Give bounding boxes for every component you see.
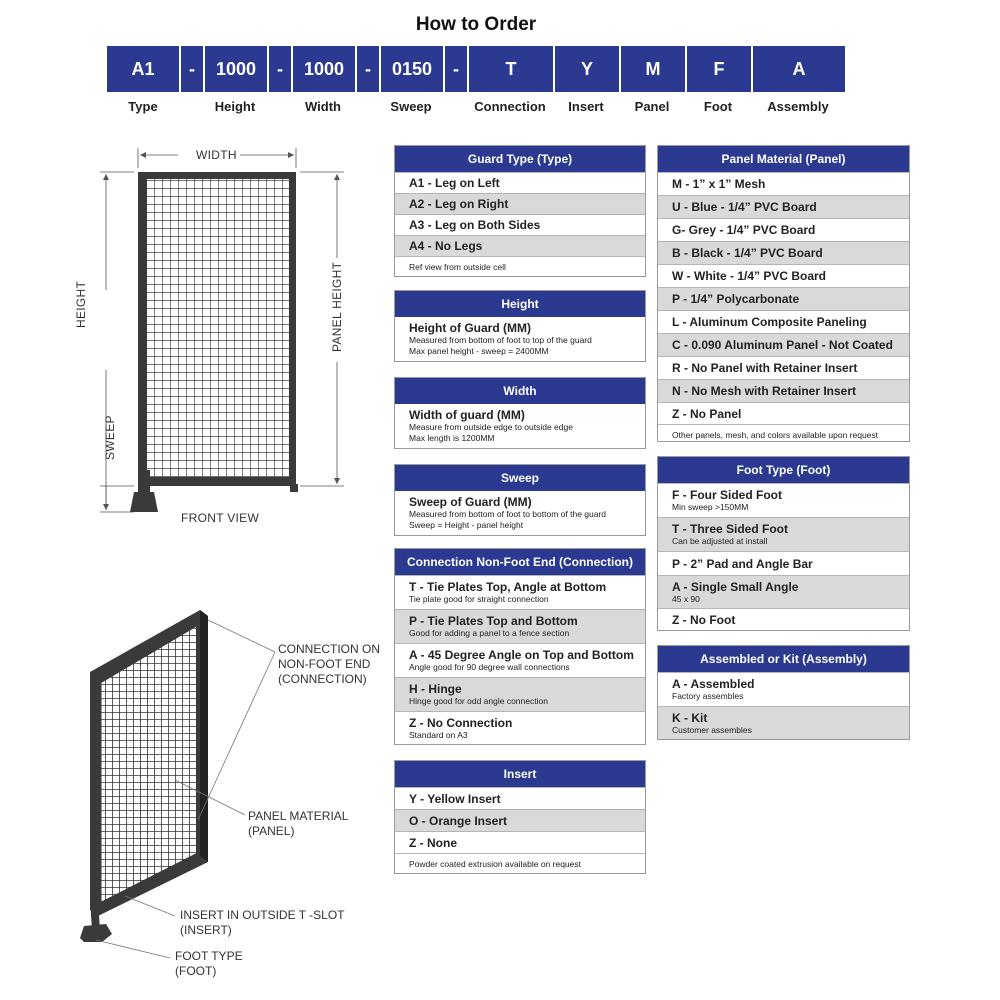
label-type: Type bbox=[128, 99, 158, 114]
connection-table bbox=[394, 548, 646, 745]
list-item: W - White - 1/4” PVC Board bbox=[658, 264, 909, 287]
width-label: WIDTH bbox=[196, 148, 237, 162]
list-item: Z - No Connection Standard on A3 bbox=[395, 711, 645, 744]
assembly-table bbox=[657, 645, 910, 740]
list-item: Height of Guard (MM) Measured from bottom of foot to top of the guard Max panel height - sweep = 2400MM bbox=[409, 321, 592, 356]
front-view-drawing bbox=[90, 140, 350, 540]
list-item: T - Tie Plates Top, Angle at Bottom Tie plate good for straight connection bbox=[395, 575, 645, 609]
list-item: B - Black - 1/4” PVC Board bbox=[658, 241, 909, 264]
list-item: G- Grey - 1/4” PVC Board bbox=[658, 218, 909, 241]
list-item: N - No Mesh with Retainer Insert bbox=[658, 379, 909, 402]
panel-material-table bbox=[657, 145, 910, 442]
list-item: Z - None bbox=[395, 831, 645, 853]
code-foot: F bbox=[685, 46, 751, 92]
width-header: Width bbox=[395, 378, 645, 404]
code-assembly: A bbox=[751, 46, 845, 92]
panel-material-callout: PANEL MATERIAL (PANEL) bbox=[248, 809, 349, 838]
code-type: A1 bbox=[131, 59, 155, 79]
list-item: A - Assembled Factory assembles bbox=[658, 672, 909, 706]
label-width: Width bbox=[305, 99, 341, 114]
list-item: Y - Yellow Insert bbox=[395, 787, 645, 809]
assembly-header: Assembled or Kit (Assembly) bbox=[658, 646, 909, 672]
code-connection: T bbox=[467, 46, 553, 92]
code-separator: - bbox=[355, 46, 379, 92]
list-item: H - Hinge Hinge good for odd angle connection bbox=[395, 677, 645, 711]
code-separator: - bbox=[179, 46, 203, 92]
list-item: T - Three Sided Foot Can be adjusted at install bbox=[658, 517, 909, 551]
label-height: Height bbox=[214, 99, 256, 114]
code-panel: M bbox=[619, 46, 685, 92]
width-table bbox=[394, 377, 646, 449]
height-table bbox=[394, 290, 646, 362]
front-view-caption: FRONT VIEW bbox=[181, 511, 260, 525]
code-width: 1000 bbox=[291, 46, 355, 92]
foot-type-callout: FOOT TYPE (FOOT) bbox=[175, 949, 243, 978]
foot-type-header: Foot Type (Foot) bbox=[658, 457, 909, 483]
code-separator: - bbox=[443, 46, 467, 92]
label-sweep: Sweep bbox=[390, 99, 432, 114]
sweep-header: Sweep bbox=[395, 465, 645, 491]
list-item: Width of guard (MM) Measure from outside edge to outside edge Max length is 1200MM bbox=[409, 408, 573, 443]
code-insert: Y bbox=[553, 46, 619, 92]
list-item: Z - No Foot bbox=[658, 608, 909, 630]
list-item: A4 - No Legs bbox=[395, 235, 645, 256]
label-insert: Insert bbox=[568, 99, 604, 114]
panel-height-label: PANEL HEIGHT bbox=[330, 261, 344, 352]
height-label: HEIGHT bbox=[74, 280, 88, 328]
list-item: F - Four Sided Foot Min sweep >150MM bbox=[658, 483, 909, 517]
connection-callout: CONNECTION ON NON-FOOT END (CONNECTION) bbox=[278, 642, 380, 686]
foot-type-table bbox=[657, 456, 910, 631]
height-header: Height bbox=[395, 291, 645, 317]
panel-material-header: Panel Material (Panel) bbox=[658, 146, 909, 172]
code-sweep: 0150 bbox=[379, 46, 443, 92]
insert-callout: INSERT IN OUTSIDE T -SLOT (INSERT) bbox=[180, 908, 345, 937]
code-separator: - bbox=[267, 46, 291, 92]
guard-type-header: Guard Type (Type) bbox=[395, 146, 645, 172]
table-note: Ref view from outside cell bbox=[395, 256, 645, 276]
list-item: A2 - Leg on Right bbox=[395, 193, 645, 214]
list-item: P - Tie Plates Top and Bottom Good for adding a panel to a fence section bbox=[395, 609, 645, 643]
label-connection: Connection bbox=[474, 99, 546, 114]
list-item: A3 - Leg on Both Sides bbox=[395, 214, 645, 235]
list-item: P - 1/4” Polycarbonate bbox=[658, 287, 909, 310]
order-code-labels bbox=[107, 99, 845, 114]
list-item: A - Single Small Angle 45 x 90 bbox=[658, 575, 909, 608]
insert-table bbox=[394, 760, 646, 874]
label-foot: Foot bbox=[703, 99, 733, 114]
sweep-label: SWEEP bbox=[103, 415, 117, 460]
list-item: K - Kit Customer assembles bbox=[658, 706, 909, 739]
list-item: U - Blue - 1/4” PVC Board bbox=[658, 195, 909, 218]
list-item: A1 - Leg on Left bbox=[395, 172, 645, 193]
guard-type-table bbox=[394, 145, 646, 277]
table-note: Powder coated extrusion available on request bbox=[395, 853, 645, 873]
list-item: P - 2” Pad and Angle Bar bbox=[658, 551, 909, 575]
order-code-bar bbox=[107, 46, 845, 92]
connection-header: Connection Non-Foot End (Connection) bbox=[395, 549, 645, 575]
table-note: Other panels, mesh, and colors available upon request bbox=[658, 424, 909, 444]
list-item: C - 0.090 Aluminum Panel - Not Coated bbox=[658, 333, 909, 356]
label-assembly: Assembly bbox=[767, 99, 829, 114]
list-item: O - Orange Insert bbox=[395, 809, 645, 831]
code-height: 1000 bbox=[203, 46, 267, 92]
page-title: How to Order bbox=[415, 14, 537, 35]
label-panel: Panel bbox=[634, 99, 670, 114]
list-item: A - 45 Degree Angle on Top and Bottom Angle good for 90 degree wall connections bbox=[395, 643, 645, 677]
list-item: Sweep of Guard (MM) Measured from bottom of foot to bottom of the guard Sweep = Height - panel height bbox=[409, 495, 607, 530]
list-item: M - 1” x 1” Mesh bbox=[658, 172, 909, 195]
list-item: Z - No Panel bbox=[658, 402, 909, 424]
sweep-table bbox=[394, 464, 646, 536]
insert-header: Insert bbox=[395, 761, 645, 787]
list-item: R - No Panel with Retainer Insert bbox=[658, 356, 909, 379]
list-item: L - Aluminum Composite Paneling bbox=[658, 310, 909, 333]
